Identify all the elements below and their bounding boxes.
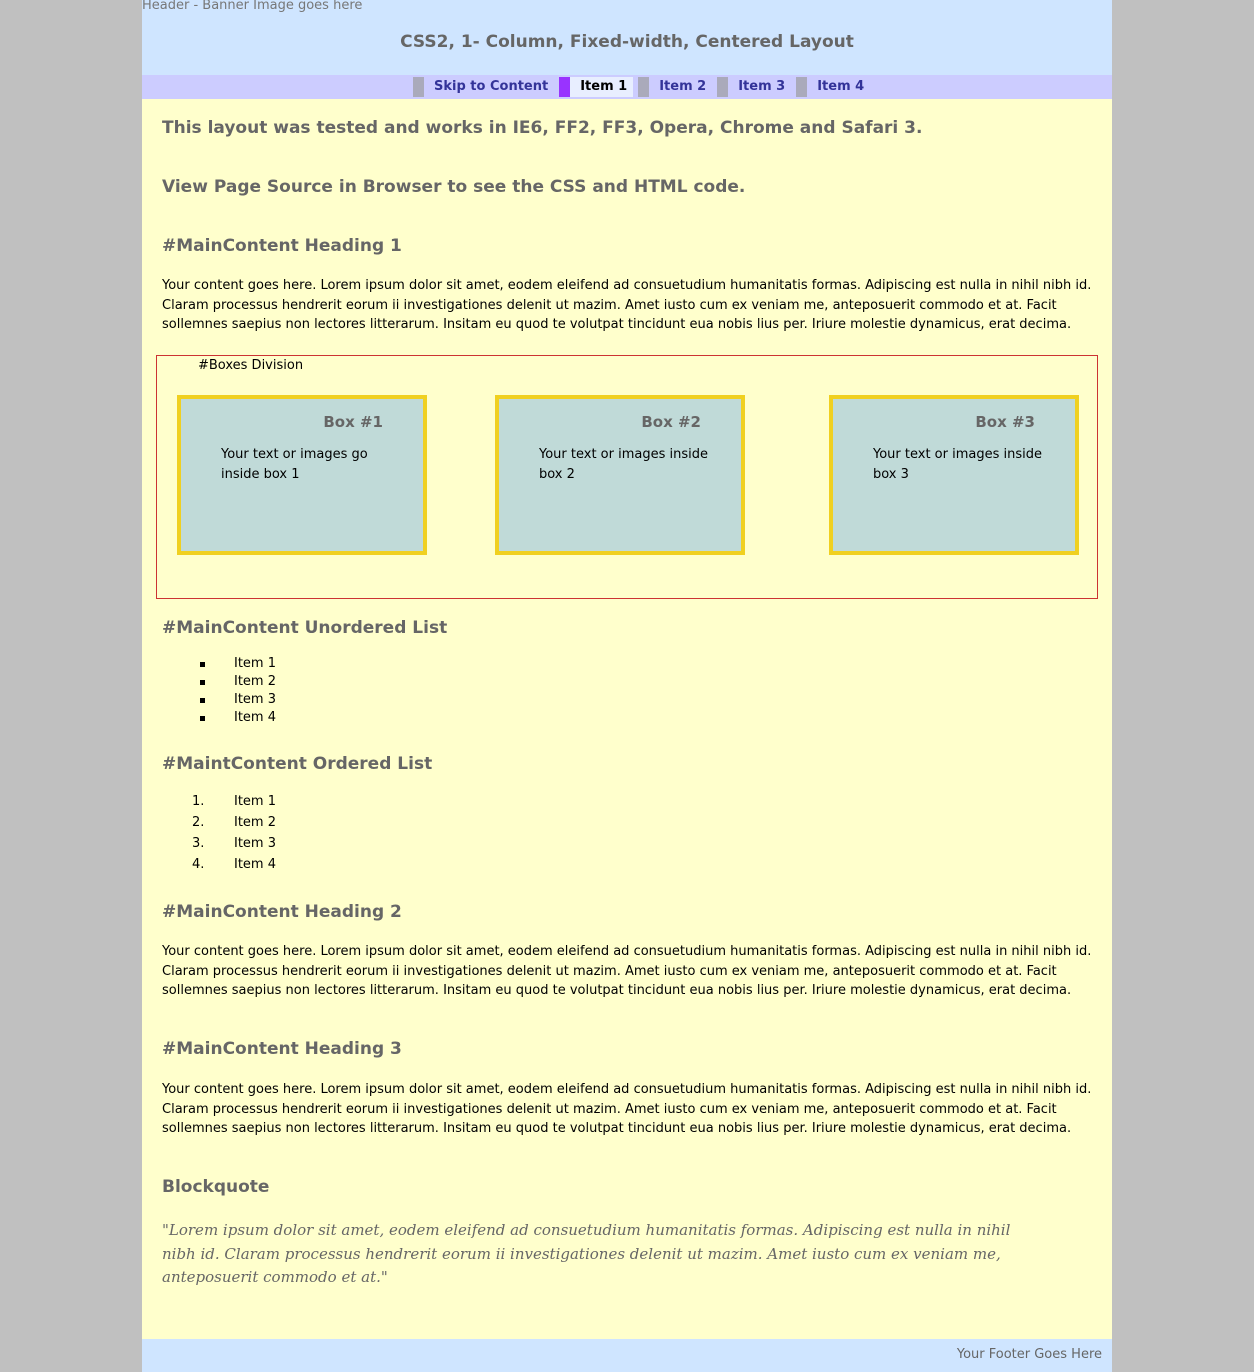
paragraph-3: Your content goes here. Lorem ipsum dolor sit amet, eodem eleifend ad consuetudium humanitatis formas. Adipiscing est nulla in nihil nibh id. Claram processus hendrerit eorum ii investigationes delenit ut mazim. Amet iusto cum ex veniam me, anteposuerit commodo et at. Facit sollemnes saepius non lectores litterarum. Insitam eu quod te volutpat tincidunt eua nobis lius per. Iriure molestie dynamicus, erat decima. [162,1082,1092,1136]
nav-menu [413,77,875,97]
blockquote-heading: Blockquote [162,1177,270,1197]
nav-item-label: Skip to Content [424,77,554,97]
box-text: Your text or images inside box 2 [539,447,708,482]
box-title: Box #3 [975,413,1035,431]
nav-marker [413,77,424,97]
list-item [162,854,276,875]
box-1 [177,395,427,555]
list-number: 3. [192,836,205,851]
list-item [162,833,276,854]
box-text: Your text or images go inside box 1 [221,447,368,482]
list-item-label: Item 4 [234,710,276,725]
nav-item-skip-to-content[interactable] [413,77,554,97]
box-3 [829,395,1079,555]
list-item-label: Item 1 [234,656,276,671]
bullet-icon [200,680,205,685]
nav-marker-active [559,77,570,97]
heading-2: #MainContent Heading 2 [162,902,402,922]
ordered-list-heading: #MaintContent Ordered List [162,754,433,774]
list-item-label: Item 3 [234,692,276,707]
header [142,0,1112,75]
navigation-bar [142,75,1112,99]
box-2 [495,395,745,555]
list-item [162,791,276,812]
list-item-label: Item 2 [234,674,276,689]
list-number: 2. [192,815,205,830]
unordered-list [162,655,276,727]
nav-item-label: Item 3 [728,77,791,97]
nav-item-label: Item 1 [570,77,633,97]
nav-item-label: Item 2 [649,77,712,97]
heading-1: #MainContent Heading 1 [162,236,402,256]
bullet-icon [200,716,205,721]
list-item [162,655,276,673]
list-number: 1. [192,794,205,809]
bullet-icon [200,698,205,703]
list-item [162,812,276,833]
site-title: CSS2, 1- Column, Fixed-width, Centered Layout [400,32,854,52]
box-text: Your text or images inside box 3 [873,447,1042,482]
heading-3: #MainContent Heading 3 [162,1039,402,1059]
box-title: Box #1 [323,413,383,431]
list-item-label: Item 1 [234,794,276,809]
footer [142,1339,1112,1372]
boxes-division [156,355,1098,599]
intro-view-source: View Page Source in Browser to see the CSS and HTML code. [162,177,746,197]
nav-marker [638,77,649,97]
nav-item-2[interactable] [638,77,712,97]
nav-item-4[interactable] [796,77,870,97]
list-item-label: Item 3 [234,836,276,851]
list-item [162,673,276,691]
paragraph-2: Your content goes here. Lorem ipsum dolor sit amet, eodem eleifend ad consuetudium humanitatis formas. Adipiscing est nulla in nihil nibh id. Claram processus hendrerit eorum ii investigationes delenit ut mazim. Amet iusto cum ex veniam me, anteposuerit commodo et at. Facit sollemnes saepius non lectores litterarum. Insitam eu quod te volutpat tincidunt eua nobis lius per. Iriure molestie dynamicus, erat decima. [162,944,1092,998]
box-title: Box #2 [641,413,701,431]
nav-marker [717,77,728,97]
blockquote: "Lorem ipsum dolor sit amet, eodem eleifend ad consuetudium humanitatis formas. Adipiscing est nulla in nihil nibh id. Claram processus hendrerit eorum ii investigationes delenit ut mazim. Amet iusto cum ex veniam me, anteposuerit commodo et at." [162,1221,1011,1286]
list-item [162,691,276,709]
bullet-icon [200,662,205,667]
nav-item-1[interactable] [559,77,633,97]
list-item [162,709,276,727]
unordered-list-heading: #MainContent Unordered List [162,618,448,638]
banner-placeholder-text: Header - Banner Image goes here [142,0,363,13]
nav-marker [796,77,807,97]
list-number: 4. [192,857,205,872]
nav-item-label: Item 4 [807,77,870,97]
list-item-label: Item 4 [234,857,276,872]
list-item-label: Item 2 [234,815,276,830]
boxes-division-label: #Boxes Division [198,358,304,373]
page-container [142,0,1112,1372]
intro-browser-support: This layout was tested and works in IE6, FF2, FF3, Opera, Chrome and Safari 3. [162,118,923,138]
footer-text: Your Footer Goes Here [956,1347,1102,1362]
ordered-list [162,791,276,875]
paragraph-1: Your content goes here. Lorem ipsum dolor sit amet, eodem eleifend ad consuetudium humanitatis formas. Adipiscing est nulla in nihil nibh id. Claram processus hendrerit eorum ii investigationes delenit ut mazim. Amet iusto cum ex veniam me, anteposuerit commodo et at. Facit sollemnes saepius non lectores litterarum. Insitam eu quod te volutpat tincidunt eua nobis lius per. Iriure molestie dynamicus, erat decima. [162,278,1092,332]
nav-item-3[interactable] [717,77,791,97]
